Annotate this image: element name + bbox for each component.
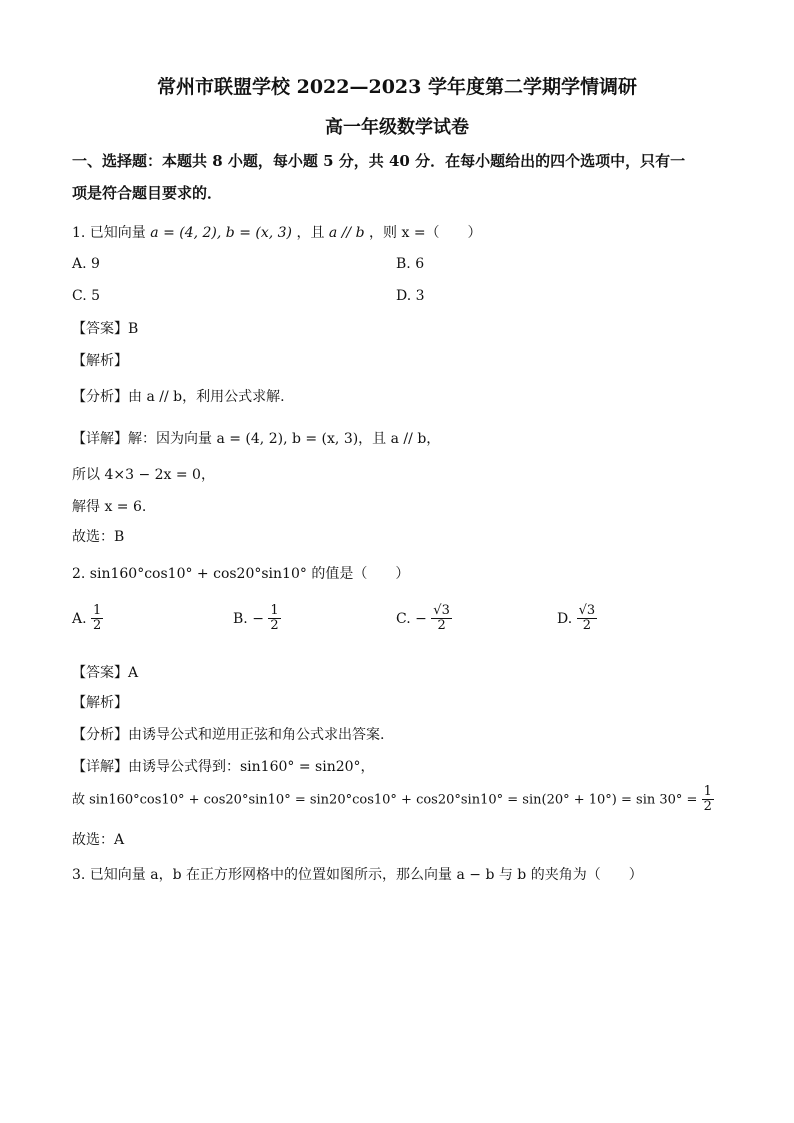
q1-answer: 【答案】B	[72, 321, 139, 337]
question-1-stem	[72, 222, 482, 242]
q1-option-c: C. 5	[72, 288, 101, 304]
fraction-numerator: 1	[93, 603, 102, 618]
fraction-numerator: 1	[270, 603, 279, 618]
q1-analysis-label: 【分析】	[72, 389, 128, 405]
q1-option-b: B. 6	[396, 256, 425, 272]
q2-answer: 【答案】A	[72, 665, 139, 681]
q2-choose: 故选：A	[72, 832, 125, 848]
q2-step-1-fraction	[702, 785, 714, 815]
q1-stem-vectors: a = (4, 2), b = (x, 3)	[150, 225, 293, 241]
q2-option-a-label: A.	[72, 610, 87, 627]
q2-option-b-fraction	[268, 604, 280, 634]
q2-analysis-head: 【解析】	[72, 695, 128, 711]
q2-step-1-text: 故 sin160°cos10° + cos20°sin10° = sin20°cos10° + cos20°sin10° = sin(20° + 10°) = sin 30° =	[72, 792, 698, 808]
q2-option-b-label: B. −	[233, 610, 264, 627]
exam-subtitle: 高一年级数学试卷	[325, 117, 469, 138]
fraction-numerator: 1	[703, 784, 712, 799]
fraction-denominator: 2	[437, 618, 446, 634]
q2-detail-text: 由诱导公式得到：sin160° = sin20°，	[128, 759, 375, 775]
q1-step-1: 所以 4×3 − 2x = 0，	[72, 467, 215, 483]
q1-detail-text: 解：因为向量 a = (4, 2), b = (x, 3)，且 a // b，	[128, 431, 441, 447]
q1-analysis	[72, 386, 285, 406]
section-heading: 一、选择题：本题共 8 小题，每小题 5 分，共 40 分．在每小题给出的四个选项中，只有一	[72, 152, 686, 170]
q1-analysis-head: 【解析】	[72, 353, 128, 369]
q2-analysis-label: 【分析】	[72, 727, 128, 743]
q1-stem-prefix: 1. 已知向量	[72, 225, 146, 241]
q1-step-2: 解得 x = 6.	[72, 499, 147, 515]
q2-option-a	[72, 604, 103, 634]
q2-option-a-fraction	[91, 604, 103, 634]
q2-option-c-label: C. −	[396, 610, 427, 627]
q1-stem-mid: ，且	[296, 225, 325, 241]
q1-detail-label: 【详解】	[72, 431, 128, 447]
q1-stem-suffix: ，则 x =（ ）	[369, 225, 482, 241]
q2-option-d-label: D.	[557, 610, 573, 627]
q2-step-1	[72, 785, 714, 815]
question-3-stem: 3. 已知向量 a，b 在正方形网格中的位置如图所示，那么向量 a − b 与 b 的夹角为（ ）	[72, 867, 643, 883]
question-2-stem: 2. sin160°cos10° + cos20°sin10° 的值是（ ）	[72, 566, 410, 582]
q1-option-d: D. 3	[396, 288, 425, 304]
q2-option-b	[233, 604, 281, 634]
q2-option-c	[396, 604, 452, 634]
q1-analysis-text: 由 a // b，利用公式求解.	[128, 389, 285, 405]
fraction-numerator: √3	[433, 603, 450, 618]
q2-analysis	[72, 724, 384, 744]
q1-detail	[72, 428, 440, 448]
q1-stem-parallel: a // b	[328, 225, 365, 241]
q1-choose: 故选：B	[72, 529, 125, 545]
fraction-denominator: 2	[93, 618, 102, 634]
q2-option-c-fraction	[431, 604, 452, 634]
q2-option-d	[557, 604, 597, 634]
q1-option-a: A. 9	[72, 256, 100, 272]
q2-detail	[72, 756, 375, 776]
fraction-denominator: 2	[582, 618, 592, 634]
q2-detail-label: 【详解】	[72, 759, 128, 775]
section-heading-cont: 项是符合题目要求的．	[72, 184, 223, 202]
fraction-denominator: 2	[270, 618, 279, 634]
fraction-numerator: √3	[578, 603, 596, 618]
q2-analysis-text: 由诱导公式和逆用正弦和角公式求出答案.	[128, 727, 385, 743]
fraction-denominator: 2	[703, 799, 712, 815]
q2-option-d-fraction	[577, 604, 598, 634]
exam-title: 常州市联盟学校 2022—2023 学年度第二学期学情调研	[157, 76, 637, 98]
